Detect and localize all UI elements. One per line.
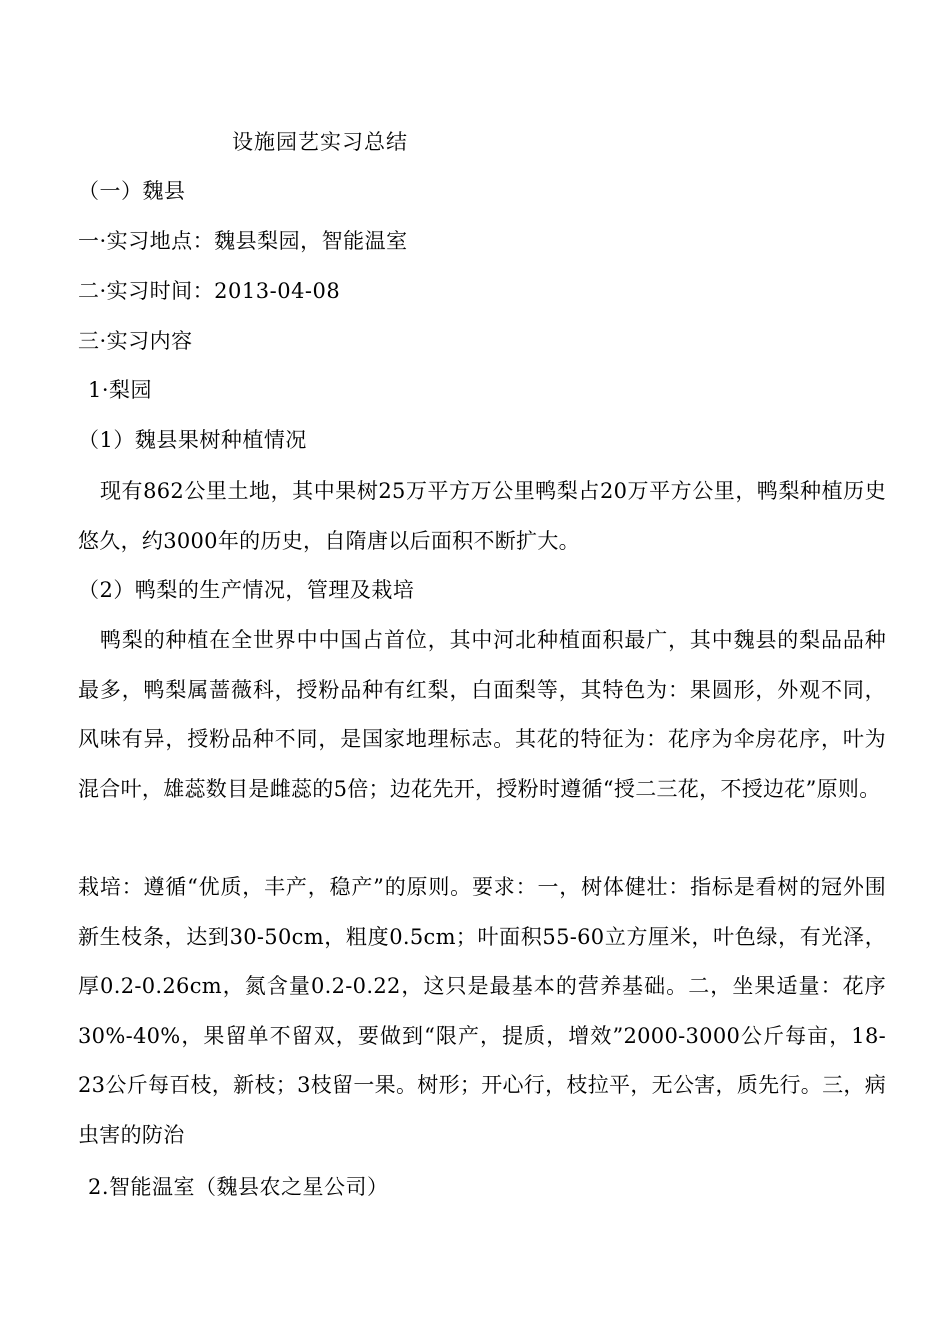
internship-time: 二·实习时间：2013-04-08 [78,279,341,303]
internship-location: 一·实习地点：魏县梨园，智能温室 [78,229,408,253]
paragraph-cultivation: 栽培：遵循“优质，丰产，稳产”的原则。要求：一，树体健壮：指标是看树的冠外围新生枝条，达到30-50cm，粗度0.5cm；叶面积55-60立方厘米，叶色绿，有光泽，厚0.2-0.26cm，氮含量0.2-0.22，这只是最基本的营养基础。二，坐果适量：花序30%-40%，果留单不留双，要做到“限产，提质，增效”2000-3000公斤每亩，18-23公斤每百枝，新枝；3枝留一果。树形；开心行，枝拉平，无公害，质先行。三，病虫害的防治 [78,875,886,1147]
subheading-fruit-planting: （1）魏县果树种植情况 [78,428,307,452]
subheading-pear-orchard: 1·梨园 [88,378,153,402]
subheading-pear-production: （2）鸭梨的生产情况，管理及栽培 [78,578,415,602]
paragraph-fruit-planting: 现有862公里土地，其中果树25万平方万公里鸭梨占20万平方公里，鸭梨种植历史悠久，约3000年的历史，自隋唐以后面积不断扩大。 [78,479,886,553]
document-title: 设施园艺实习总结 [232,130,408,154]
internship-content-heading: 三·实习内容 [78,329,193,353]
section-heading-weixian: （一）魏县 [78,179,186,203]
paragraph-pear-production: 鸭梨的种植在全世界中中国占首位，其中河北种植面积最广，其中魏县的梨品品种最多，鸭梨属蔷薇科，授粉品种有红梨，白面梨等，其特色为：果圆形，外观不同，风味有异，授粉品种不同，是国家地理标志。其花的特征为：花序为伞房花序，叶为混合叶，雄蕊数目是雌蕊的5倍；边花先开，授粉时遵循“授二三花，不授边花”原则。 [78,628,886,801]
subheading-smart-greenhouse: 2.智能温室（魏县农之星公司） [88,1175,389,1199]
